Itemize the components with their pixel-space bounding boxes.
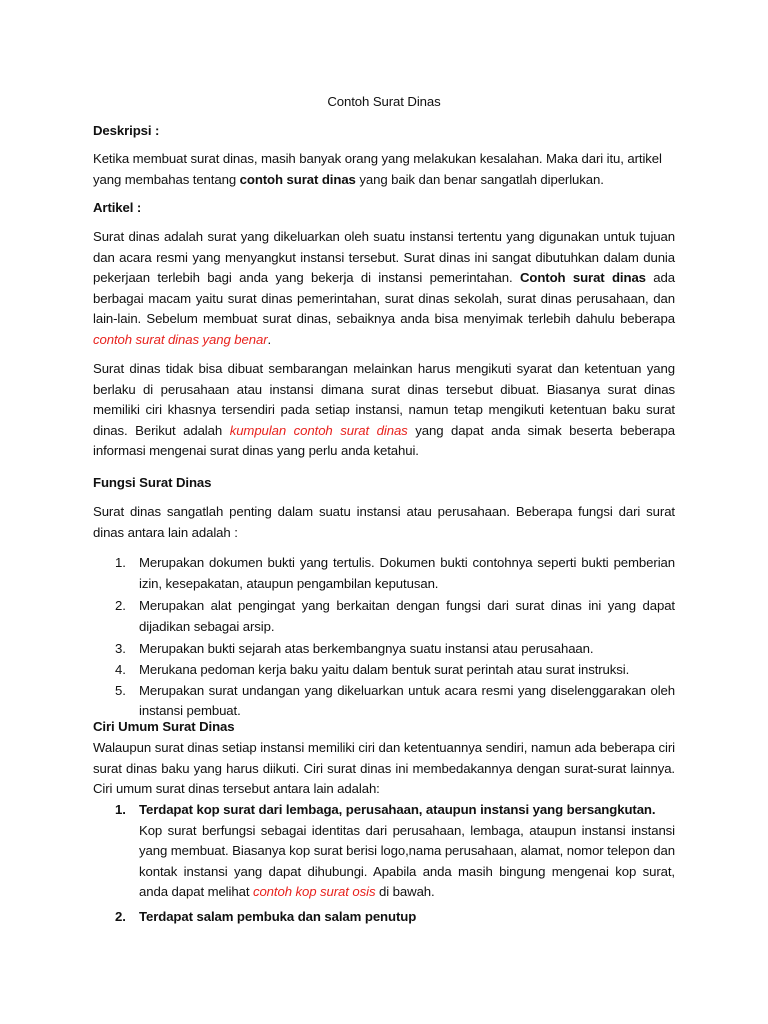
artikel-p1-text: Surat dinas adalah surat yang dikeluarkan oleh suatu instansi tertentu yang digunakan untuk tujuan dan acara resmi yang menyangkut instansi tersebut. Surat dinas ini sangat dibutuhkan dalam dunia pekerjaan terlebih bagi anda yang bekerja di instansi pemerintahan. — [93, 229, 675, 286]
link-contoh-surat-dinas-yang-benar[interactable]: contoh surat dinas yang benar — [93, 331, 268, 347]
link-kumpulan-contoh-surat-dinas[interactable]: kumpulan contoh surat dinas — [229, 422, 408, 438]
list-number: 1. — [115, 555, 126, 570]
deskripsi-keyword: contoh surat dinas — [239, 171, 356, 187]
ciri-item-body: Kop surat berfungsi sebagai identitas dari perusahaan, lembaga, ataupun instansi instansi yang membuat. Biasanya kop surat berisi logo,nama perusahaan, alamat, nomor telepon dan kontak instansi yang dapat dihubungi. Apabila anda masih bingung mengenai kop surat, anda dapat melihat — [139, 822, 675, 900]
link-contoh-kop-surat-osis[interactable]: contoh kop surat osis — [252, 884, 376, 900]
artikel-p1-keyword: Contoh surat dinas — [519, 270, 646, 286]
list-item — [93, 553, 675, 594]
list-item — [93, 596, 675, 637]
list-item — [93, 800, 675, 903]
list-item — [93, 639, 675, 660]
deskripsi-text-end: yang baik dan benar sangatlah diperlukan. — [355, 171, 604, 187]
list-number: 2. — [115, 598, 126, 614]
deskripsi-heading: Deskripsi : — [93, 123, 160, 138]
list-number: 3. — [115, 641, 126, 657]
document-title: Contoh Surat Dinas — [327, 94, 441, 109]
ciri-item-title: Terdapat kop surat dari lembaga, perusahaan, ataupun instansi yang bersangkutan. — [139, 802, 656, 817]
deskripsi-paragraph — [93, 149, 675, 190]
list-item-text: Merupakan surat undangan yang dikeluarkan untuk acara resmi yang diselenggarakan oleh instansi pembuat. — [139, 682, 675, 719]
artikel-paragraph-2 — [93, 359, 675, 462]
deskripsi-text: Ketika membuat surat dinas, masih banyak orang yang melakukan kesalahan. Maka dari itu, artikel yang membahas tentang — [93, 151, 662, 187]
list-item — [93, 907, 675, 928]
artikel-p2-text-2: yang dapat anda simak beserta beberapa informasi mengenai surat dinas yang perlu anda ketahui. — [93, 422, 675, 459]
ciri-list — [93, 800, 675, 928]
fungsi-intro: Surat dinas sangatlah penting dalam suatu instansi atau perusahaan. Beberapa fungsi dari surat dinas antara lain adalah : — [93, 504, 675, 540]
list-item — [93, 660, 675, 681]
list-item — [93, 681, 675, 722]
list-item-text: Merukana pedoman kerja baku yaitu dalam bentuk surat perintah atau surat instruksi. — [139, 661, 630, 677]
artikel-p1-end: . — [267, 331, 272, 347]
fungsi-list — [93, 553, 675, 722]
list-item-text: Merupakan dokumen bukti yang tertulis. Dokumen bukti contohnya seperti bukti pemberian izin, kesepakatan, ataupun pengambilan keputusan. — [139, 555, 675, 591]
ciri-item-title: Terdapat salam pembuka dan salam penutup — [139, 908, 417, 924]
list-item-text: Merupakan alat pengingat yang berkaitan dengan fungsi dari surat dinas ini yang dapat dijadikan sebagai arsip. — [139, 598, 675, 634]
ciri-heading: Ciri Umum Surat Dinas — [93, 719, 235, 734]
list-number: 2. — [115, 908, 126, 924]
artikel-p1-text-2: ada berbagai macam yaitu surat dinas pemerintahan, surat dinas sekolah, surat dinas perusahaan, dan lain-lain. Sebelum membuat surat dinas, sebaiknya anda bisa menyimak terlebih dahulu beberapa — [93, 270, 675, 327]
artikel-heading: Artikel : — [93, 200, 142, 215]
list-number: 5. — [115, 682, 126, 698]
ciri-intro: Walaupun surat dinas setiap instansi memiliki ciri dan ketentuannya sendiri, namun ada beberapa ciri surat dinas baku yang harus diikuti. Ciri surat dinas ini membedakannya dengan surat-surat lainnya. Ciri umum surat dinas tersebut antara lain adalah: — [93, 740, 675, 797]
list-item-text: Merupakan bukti sejarah atas berkembangnya suatu instansi atau perusahaan. — [139, 641, 594, 657]
fungsi-heading: Fungsi Surat Dinas — [93, 475, 212, 490]
artikel-paragraph-1 — [93, 227, 675, 351]
ciri-item-body-end: di bawah. — [375, 884, 435, 900]
list-number: 4. — [115, 661, 126, 677]
list-number: 1. — [115, 802, 126, 817]
artikel-p2-text: Surat dinas tidak bisa dibuat sembarangan melainkan harus mengikuti syarat dan ketentuan yang berlaku di perusahaan atau instansi dimana surat dinas tersebut dibuat. Biasanya surat dinas memiliki ciri khasnya tersendiri pada setiap instansi, namun tetap mengikuti ketentuan baku surat dinas. Berikut adalah — [93, 361, 675, 438]
